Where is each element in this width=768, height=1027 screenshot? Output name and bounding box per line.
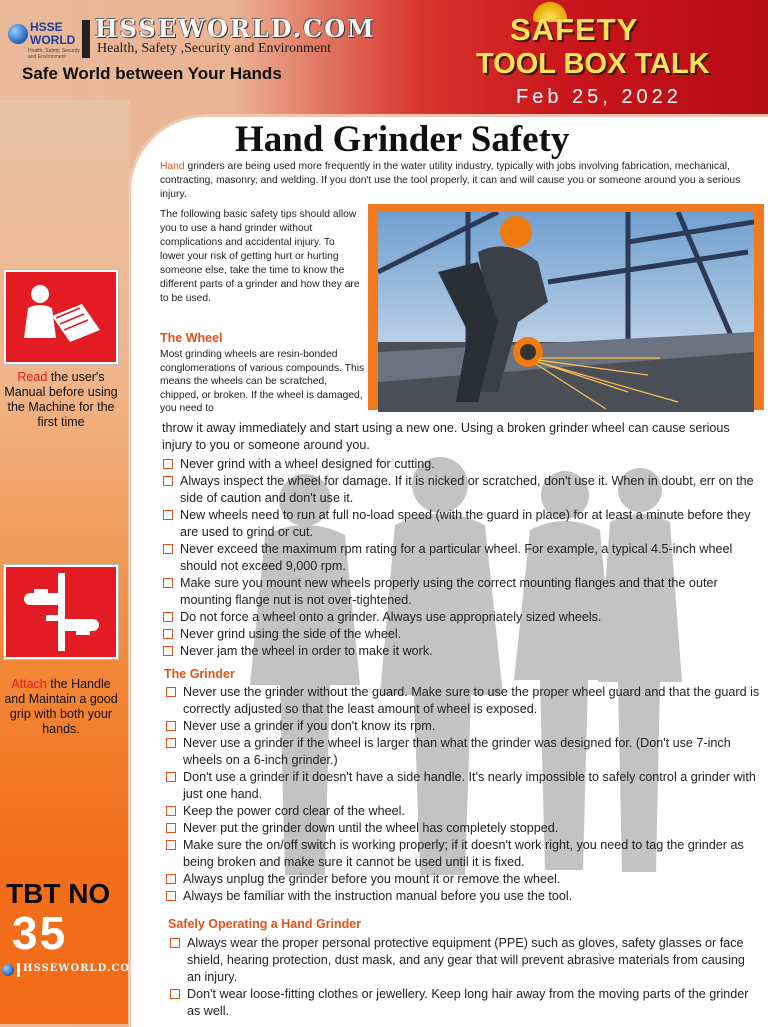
globe-icon — [2, 964, 14, 976]
checkbox-bullet-icon — [166, 772, 176, 782]
checkbox-bullet-icon — [163, 629, 173, 639]
list-item: Do not force a wheel onto a grinder. Always use appropriately sized wheels. — [160, 609, 760, 626]
grinder-checklist — [163, 684, 760, 905]
list-item: Never jam the wheel in order to make it work. — [160, 643, 760, 660]
footer-logo-text: HSSEWORLD.COM — [23, 963, 143, 974]
checkbox-bullet-icon — [166, 874, 176, 884]
list-item: Always inspect the wheel for damage. If it is nicked or scratched, don't use it. When in doubt, err on the side of caution and don't use it. — [160, 473, 760, 507]
grinder-worker-photo — [368, 204, 764, 410]
grip-handle-icon — [4, 565, 118, 659]
checkbox-bullet-icon — [166, 823, 176, 833]
hsse-world-logo — [8, 18, 78, 62]
checkbox-bullet-icon — [166, 721, 176, 731]
intro-paragraph — [160, 160, 760, 202]
grinder-heading: The Grinder — [164, 667, 235, 681]
checkbox-bullet-icon — [166, 806, 176, 816]
checkbox-bullet-icon — [163, 510, 173, 520]
checkbox-bullet-icon — [163, 476, 173, 486]
list-item: New wheels need to run at full no-load speed (with the guard in place) for at least a minute before they are used to grind or cut. — [160, 507, 760, 541]
logo-small-text: Health, Safety, Security and Environment — [28, 48, 80, 60]
operating-heading: Safely Operating a Hand Grinder — [168, 917, 362, 931]
list-item: Don't use a grinder if it doesn't have a side handle. It's nearly impossible to safely control a grinder with just one hand. — [163, 769, 760, 803]
tbt-number: 35 — [12, 907, 68, 959]
checkbox-bullet-icon — [170, 938, 180, 948]
list-item: Never use the grinder without the guard. Make sure to use the proper wheel guard and that the guard is correctly adjusted so that the least amount of wheel is exposed. — [163, 684, 760, 718]
checkbox-bullet-icon — [170, 989, 180, 999]
read-manual-caption-text: the user's Manual before using the Machine for the first time — [4, 370, 118, 429]
read-manual-icon — [4, 270, 118, 364]
date: Feb 25, 2022 — [516, 86, 682, 108]
list-item: Always wear the proper personal protective equipment (PPE) such as gloves, safety glasses or face shield, hearing protection, dust mask, and any gear that will prevent abrasive materials from causing an injury. — [167, 935, 760, 986]
checkbox-bullet-icon — [163, 612, 173, 622]
checkbox-bullet-icon — [163, 578, 173, 588]
checkbox-bullet-icon — [163, 646, 173, 656]
page-title: Hand Grinder Safety — [235, 119, 570, 160]
logo-divider — [82, 20, 90, 58]
list-item: Always unplug the grinder before you mount it or remove the wheel. — [163, 871, 760, 888]
checkbox-bullet-icon — [166, 738, 176, 748]
logo-text-line1: HSSE — [30, 20, 63, 34]
list-item: Always be familiar with the instruction manual before you use the tool. — [163, 888, 760, 905]
badge-safety: SAFETY — [510, 12, 639, 47]
list-item: Never use a grinder if the wheel is larger than what the grinder was designed for. (Don't use 7-inch wheels on a 6-inch grinder.) — [163, 735, 760, 769]
attach-handle-caption — [0, 677, 122, 737]
checkbox-bullet-icon — [166, 840, 176, 850]
logo-text-line2: WORLD — [30, 33, 76, 47]
wheel-heading: The Wheel — [160, 331, 223, 345]
checkbox-bullet-icon — [166, 891, 176, 901]
badge-toolbox-talk: TOOL BOX TALK — [476, 48, 710, 80]
tbt-label: TBT NO — [6, 878, 111, 909]
basic-tips-paragraph: The following basic safety tips should allow you to use a hand grinder without complications and accidental injury. To lower your risk of getting hurt or hurting someone else, take the time to know the different parts of a grinder and how they are to be used. — [160, 209, 360, 304]
checkbox-bullet-icon — [163, 544, 173, 554]
wheel-paragraph: Most grinding wheels are resin-bonded conglomerations of various compounds. This means the wheels can be scratched, chipped, or broken. If the wheel is damaged, you need to — [160, 349, 365, 414]
checkbox-bullet-icon — [166, 687, 176, 697]
list-item: Never use a grinder if you don't know its rpm. — [163, 718, 760, 735]
globe-icon — [8, 24, 28, 44]
wheel-checklist — [160, 456, 760, 660]
list-item: Never grind using the side of the wheel. — [160, 626, 760, 643]
list-item: Make sure the on/off switch is working properly; if it doesn't work right, you need to tag the grinder as being broken and make sure it cannot be used until it is fixed. — [163, 837, 760, 871]
wheel-paragraph-continued: throw it away immediately and start using a new one. Using a broken grinder wheel can cause serious injury to you or someone around you. — [162, 421, 730, 452]
list-item: Keep the power cord clear of the wheel. — [163, 803, 760, 820]
operating-checklist — [167, 935, 760, 1020]
checkbox-bullet-icon — [163, 459, 173, 469]
list-item: Don't wear loose-fitting clothes or jewellery. Keep long hair away from the moving parts of the grinder as well. — [167, 986, 760, 1020]
site-subtitle: Health, Safety ,Security and Environment — [97, 41, 332, 56]
attach-handle-caption-text: the Handle and Maintain a good grip with both your hands. — [4, 677, 118, 736]
list-item: Make sure you mount new wheels properly using the correct mounting flanges and that the outer mounting flange nut is not over-tightened. — [160, 575, 760, 609]
intro-first-word: Hand — [160, 161, 185, 172]
site-name: HSSEWORLD.COM — [95, 14, 376, 43]
list-item: Never put the grinder down until the wheel has completely stopped. — [163, 820, 760, 837]
read-manual-caption — [0, 370, 122, 430]
read-manual-caption-highlight: Read — [17, 370, 48, 384]
attach-handle-caption-highlight: Attach — [11, 677, 47, 691]
tagline: Safe World between Your Hands — [22, 64, 282, 83]
footer-logo-divider — [17, 963, 20, 977]
list-item: Never exceed the maximum rpm rating for a particular wheel. For example, a typical 4.5-inch wheel should not exceed 9,000 rpm. — [160, 541, 760, 575]
footer-logo — [2, 962, 143, 980]
intro-text: grinders are being used more frequently in the water utility industry, typically with jobs involving fabrication, mechanical, contracting, masonry, and welding. If you don't use the tool properly, it can and will cause you or someone around you a serious injury. — [160, 161, 741, 200]
list-item: Never grind with a wheel designed for cutting. — [160, 456, 760, 473]
